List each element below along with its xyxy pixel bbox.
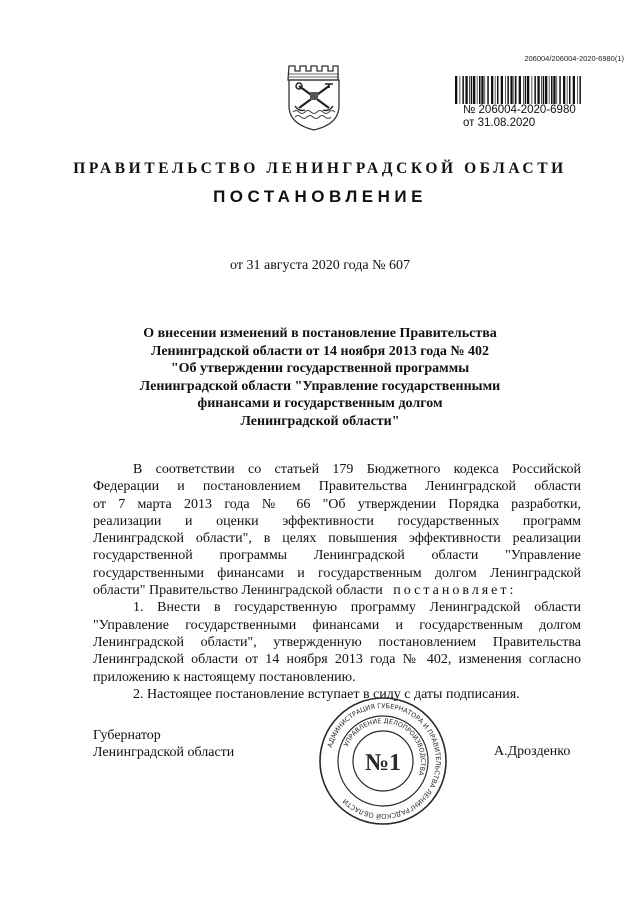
preamble-line: В соответствии со статьей 179 Бюджетного кодекса Российской <box>133 462 581 477</box>
signer-position-line2: Ленинградской области <box>93 745 235 760</box>
decree-body <box>93 461 581 703</box>
stamp-inner-text: УПРАВЛЕНИЕ ДЕЛОПРОИЗВОДСТВА <box>342 716 428 777</box>
decree-date-number: от 31 августа 2020 года № 607 <box>230 258 410 273</box>
item1-line: "Управление государственными финансами и государственным долгом <box>93 617 581 633</box>
registration-block <box>455 76 583 130</box>
registration-date: от 31.08.2020 <box>463 117 536 129</box>
item1-line: Ленинградской области от 14 ноября 2013 года № 402, изменения согласно <box>93 652 581 668</box>
preamble-line: государственными финансами и государственным долгом Ленинградской <box>93 565 581 581</box>
subject-line: Ленинградской области от 14 ноября 2013 года № 402 <box>151 343 489 359</box>
registration-number: № 206004-2020-6980 <box>463 104 576 116</box>
subject-line: Ленинградской области" <box>240 413 400 429</box>
item1-line: 1. Внести в государственную программу Ленинградской области <box>133 600 581 616</box>
preamble-line: Ленинградской области", в целях повышения эффективности реализации <box>93 531 581 547</box>
subject-line: О внесении изменений в постановление Правительства <box>143 326 497 341</box>
preamble-closing-line <box>93 582 581 599</box>
preamble-last-text: области" Правительство Ленинградской области <box>93 583 383 599</box>
preamble-line: государственной программы Ленинградской области "Управление <box>93 548 581 564</box>
government-title: ПРАВИТЕЛЬСТВО ЛЕНИНГРАДСКОЙ ОБЛАСТИ <box>73 160 567 177</box>
item1-line: Ленинградской области", утвержденную постановлением Правительства <box>93 634 581 650</box>
decree-word: постановляет: <box>393 583 517 599</box>
subject-line: "Об утверждении государственной программы <box>170 361 470 377</box>
stamp-outer-text: АДМИНИСТРАЦИЯ ГУБЕРНАТОРА И ПРАВИТЕЛЬСТВА ЛЕНИНГРАДСКОЙ ОБЛАСТИ <box>325 701 443 821</box>
stamp-number: №1 <box>364 750 402 776</box>
signer-name: А.Дрозденко <box>494 744 571 759</box>
coat-of-arms-emblem <box>285 62 343 132</box>
item1-last-line: приложению к настоящему постановлению. <box>93 669 356 685</box>
subject-line: финансами и государственным долгом <box>197 396 443 412</box>
signer-position <box>93 727 234 761</box>
official-stamp <box>318 696 448 826</box>
preamble-line: Федерации и постановлением Правительства Ленинградской области <box>93 479 581 495</box>
decree-subject <box>100 325 540 431</box>
item2-line: 2. Настоящее постановление вступает в силу с даты подписания. <box>133 686 520 702</box>
signer-position-line1: Губернатор <box>93 728 161 743</box>
document-reference: 206004/206004-2020-6980(1) <box>524 54 624 63</box>
preamble-line: реализации и оценки эффективности государственных программ <box>93 513 581 529</box>
subject-line: Ленинградской области "Управление государственными <box>139 378 501 394</box>
preamble-line: от 7 марта 2013 года № 66 "Об утверждении Порядка разработки, <box>93 496 581 512</box>
barcode <box>455 76 583 104</box>
document-type-title: ПОСТАНОВЛЕНИЕ <box>213 187 427 206</box>
